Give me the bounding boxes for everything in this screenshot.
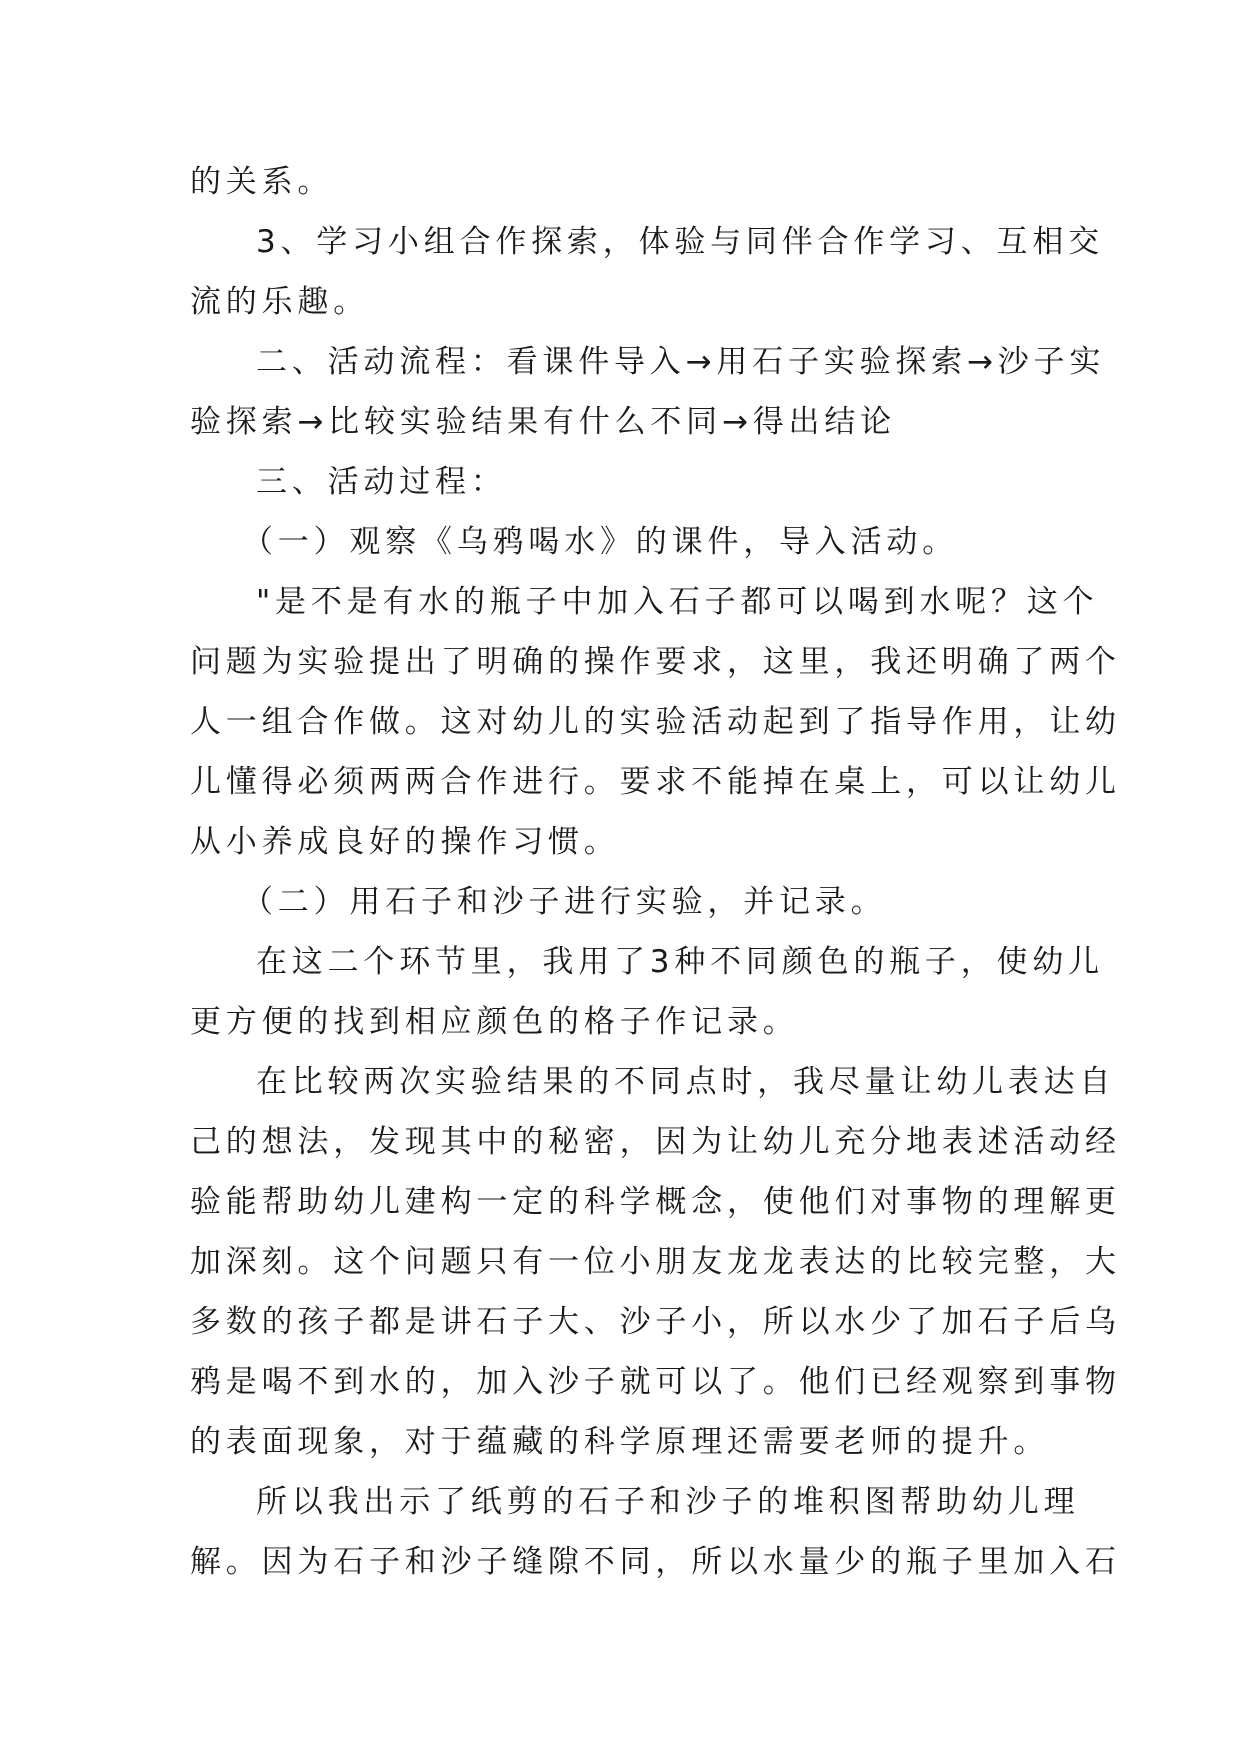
text-line: 解。因为石子和沙子缝隙不同，所以水量少的瓶子里加入石 xyxy=(190,1544,1121,1580)
text-line: 验探索→比较实验结果有什么不同→得出结论 xyxy=(190,404,896,440)
document-body xyxy=(190,152,1121,1592)
text-line: 验能帮助幼儿建构一定的科学概念，使他们对事物的理解更 xyxy=(190,1184,1121,1220)
text-line: 的表面现象，对于蕴藏的科学原理还需要老师的提升。 xyxy=(190,1424,1050,1460)
text-line: 从小养成良好的操作习惯。 xyxy=(190,824,620,860)
text-line: 3、学习小组合作探索，体验与同伴合作学习、互相交 xyxy=(256,224,1104,260)
subsection-heading: （二）用石子和沙子进行实验，并记录。 xyxy=(242,884,887,920)
text-line: 在比较两次实验结果的不同点时，我尽量让幼儿表达自 xyxy=(256,1064,1116,1100)
text-line: 己的想法，发现其中的秘密，因为让幼儿充分地表述活动经 xyxy=(190,1124,1121,1160)
text-line: 在这二个环节里，我用了3种不同颜色的瓶子，使幼儿 xyxy=(256,944,1104,980)
text-line: 多数的孩子都是讲石子大、沙子小，所以水少了加石子后乌 xyxy=(190,1304,1121,1340)
text-line: 流的乐趣。 xyxy=(190,284,369,320)
text-line: 人一组合作做。这对幼儿的实验活动起到了指导作用，让幼 xyxy=(190,704,1121,740)
text-line: 鸦是喝不到水的，加入沙子就可以了。他们已经观察到事物 xyxy=(190,1364,1121,1400)
text-line: "是不是有水的瓶子中加入石子都可以喝到水呢？这个 xyxy=(256,584,1099,620)
text-line: 儿懂得必须两两合作进行。要求不能掉在桌上，可以让幼儿 xyxy=(190,764,1121,800)
text-line: 二、活动流程：看课件导入→用石子实验探索→沙子实 xyxy=(256,344,1106,380)
text-line: 的关系。 xyxy=(190,164,334,200)
text-line: 加深刻。这个问题只有一位小朋友龙龙表达的比较完整，大 xyxy=(190,1244,1121,1280)
section-heading: 三、活动过程： xyxy=(256,464,507,500)
text-line: 更方便的找到相应颜色的格子作记录。 xyxy=(190,1004,799,1040)
subsection-heading: （一）观察《乌鸦喝水》的课件，导入活动。 xyxy=(242,524,958,560)
text-line: 问题为实验提出了明确的操作要求，这里，我还明确了两个 xyxy=(190,644,1121,680)
text-line: 所以我出示了纸剪的石子和沙子的堆积图帮助幼儿理 xyxy=(256,1484,1080,1520)
